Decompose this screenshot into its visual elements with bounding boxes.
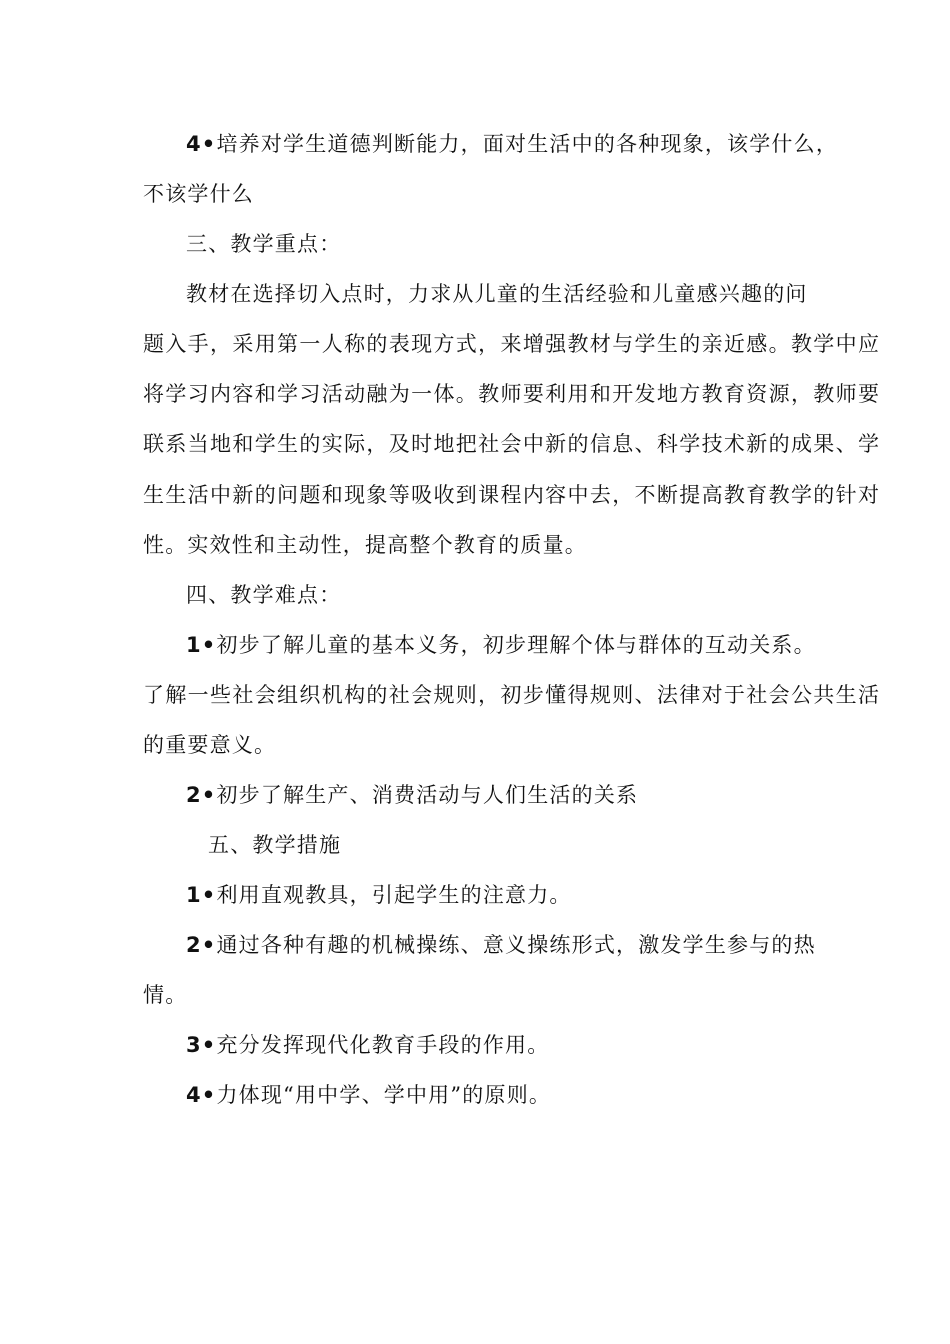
item-number: 4• bbox=[186, 132, 217, 156]
section-heading bbox=[208, 830, 341, 860]
item-number: 1• bbox=[186, 633, 217, 657]
section-heading bbox=[186, 580, 341, 610]
paragraph-line bbox=[186, 129, 838, 159]
line-text: 性。实效性和主动性，提高整个教育的质量。 bbox=[143, 533, 587, 557]
section-heading bbox=[186, 229, 341, 259]
line-text: 联系当地和学生的实际，及时地把社会中新的信息、科学技术新的成果、学 bbox=[143, 432, 879, 456]
paragraph-line bbox=[186, 279, 808, 309]
line-text: 初步了解生产、消费活动与人们生活的关系 bbox=[216, 783, 639, 807]
line-text: 的重要意义。 bbox=[143, 733, 277, 757]
line-text: 五、教学措施 bbox=[208, 833, 342, 857]
paragraph-line bbox=[143, 379, 879, 409]
paragraph-line bbox=[186, 880, 572, 910]
paragraph-line bbox=[143, 429, 879, 459]
line-text: 生生活中新的问题和现象等吸收到课程内容中去，不断提高教育教学的针对 bbox=[143, 483, 879, 507]
paragraph-line bbox=[143, 329, 879, 359]
line-text: 培养对学生道德判断能力，面对生活中的各种现象，该学什么， bbox=[216, 132, 839, 156]
line-text: 初步了解儿童的基本义务，初步理解个体与群体的互动关系。 bbox=[216, 633, 816, 657]
paragraph-line bbox=[186, 1030, 549, 1060]
line-text: 将学习内容和学习活动融为一体。教师要利用和开发地方教育资源，教师要 bbox=[143, 382, 879, 406]
line-text: 题入手，采用第一人称的表现方式，来增强教材与学生的亲近感。教学中应 bbox=[143, 332, 879, 356]
paragraph-line bbox=[186, 1080, 551, 1110]
paragraph-line bbox=[143, 530, 587, 560]
paragraph-line bbox=[143, 680, 879, 710]
line-text: 利用直观教具，引起学生的注意力。 bbox=[216, 883, 572, 907]
paragraph-line bbox=[186, 780, 638, 810]
paragraph-line bbox=[186, 930, 816, 960]
line-text: 通过各种有趣的机械操练、意义操练形式，激发学生参与的热 bbox=[216, 933, 816, 957]
line-text: 情。 bbox=[143, 983, 188, 1007]
line-text: 充分发挥现代化教育手段的作用。 bbox=[216, 1033, 550, 1057]
item-number: 2• bbox=[186, 783, 217, 807]
paragraph-line bbox=[186, 630, 816, 660]
paragraph-line bbox=[143, 980, 187, 1010]
line-text: 教材在选择切入点时，力求从儿童的生活经验和儿童感兴趣的问 bbox=[186, 282, 808, 306]
line-text: 了解一些社会组织机构的社会规则，初步懂得规则、法律对于社会公共生活 bbox=[143, 683, 879, 707]
paragraph-line bbox=[143, 730, 276, 760]
line-text: 四、教学难点： bbox=[186, 583, 342, 607]
paragraph-line bbox=[143, 179, 254, 209]
line-text: 不该学什么 bbox=[143, 182, 254, 206]
item-number: 3• bbox=[186, 1033, 217, 1057]
item-number: 1• bbox=[186, 883, 217, 907]
item-number: 4• bbox=[186, 1083, 217, 1107]
paragraph-line bbox=[143, 480, 879, 510]
line-text: 三、教学重点： bbox=[186, 232, 342, 256]
item-number: 2• bbox=[186, 933, 217, 957]
line-text: 力体现“用中学、学中用”的原则。 bbox=[216, 1083, 552, 1107]
